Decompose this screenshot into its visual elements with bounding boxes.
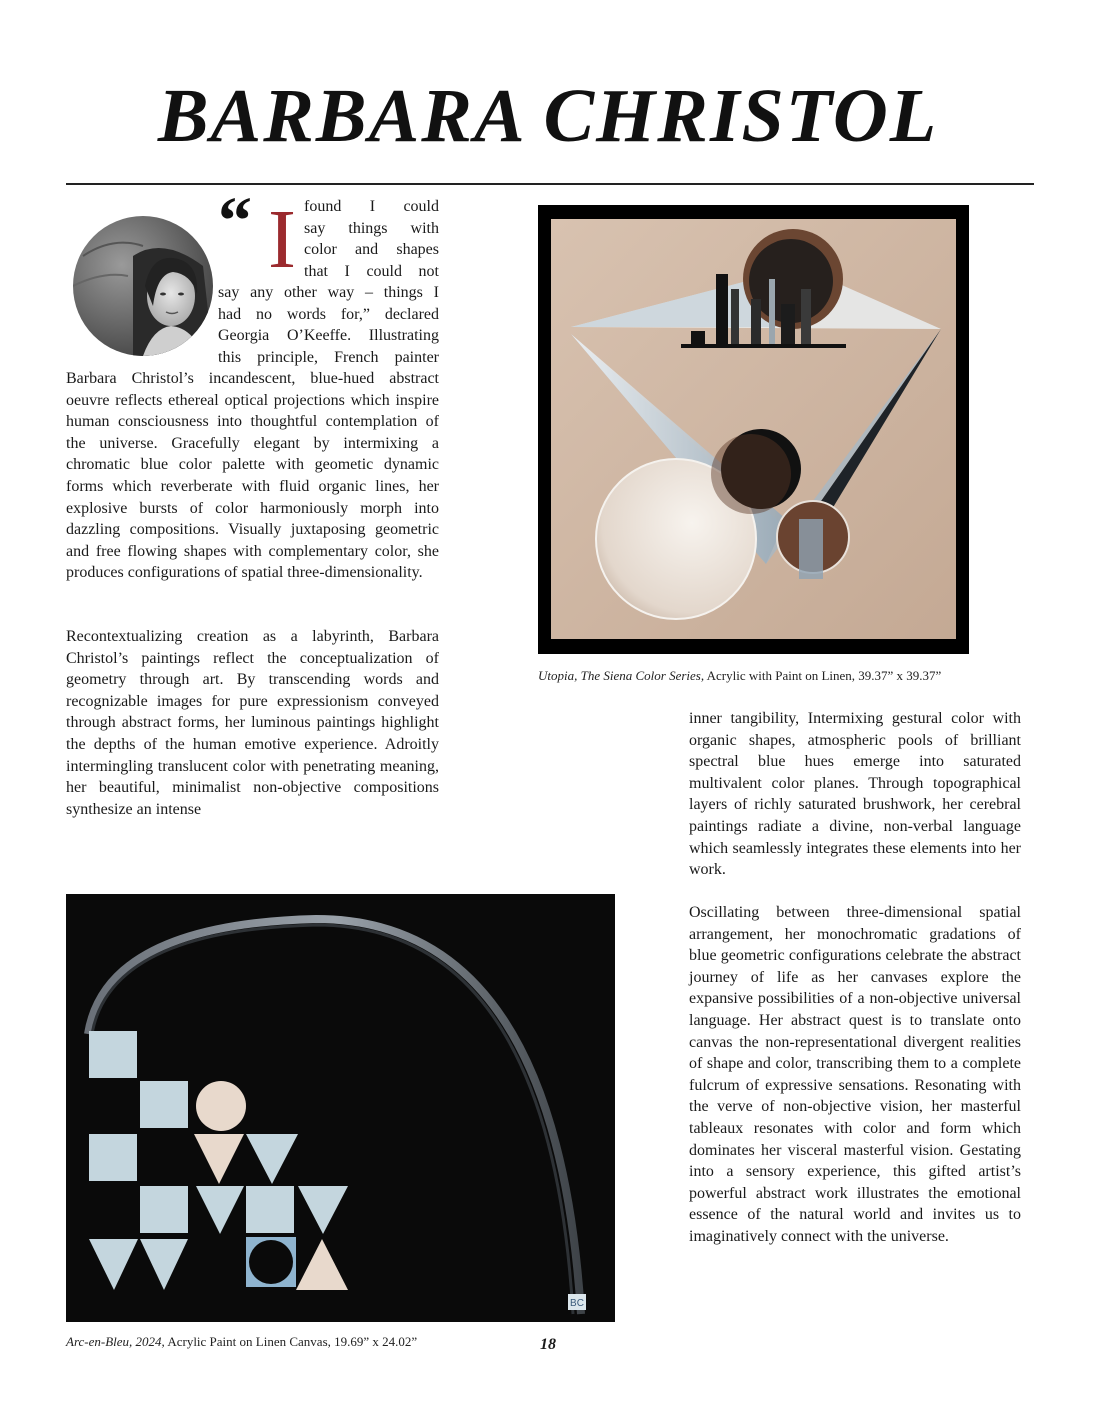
caption-arc-details: Acrylic Paint on Linen Canvas, 19.69” x 24.02” [164, 1334, 418, 1349]
caption-utopia [538, 668, 941, 684]
artist-portrait [73, 216, 213, 356]
page-number: 18 [540, 1336, 556, 1353]
caption-utopia-title: Utopia, The Siena Color Series, [538, 668, 705, 683]
caption-arc-title: Arc-en-Bleu, 2024, [66, 1334, 165, 1349]
body-paragraph-3: inner tangibility, Intermixing gestural color with organic shapes, atmospheric pools of brilliant spectral blue hues emerge into saturated multivalent color planes. Through topographical layers of richly saturated brushwork, her cerebral paintings radiate a divine, non-verbal language which seamlessly integrates these elements into her work. [689, 710, 1021, 879]
quote-mark: “ [218, 182, 252, 258]
opening-quote [218, 182, 439, 366]
quote-line: this principle, French painter [218, 348, 439, 366]
quote-line: color and shapes [304, 241, 439, 258]
title-divider [66, 183, 1034, 185]
quote-line: had no words for,” declared [218, 305, 439, 323]
quote-line: say any other way – things I [218, 284, 439, 301]
drop-cap: I [268, 193, 296, 286]
body-paragraph-4: Oscillating between three-dimensional spatial arrangement, her monochromatic gradations of blue geometric configurations celebrate the abstract journey of life as her canvases explore the expansive possibilities of a non-objective universal language. Her abstract quest is to translate onto canvas the non-representational divergent realities of shape and color, transcribing them to a complete fulcrum of expressive sensations. Resonating with the verve of non-objective vision, her masterful tableaux resonates with color and form which dominates her visceral masterful vision. Gestating into a sensory experience, this gifted artist’s powerful abstract work illustrates the emotional essence of the natural world and invites us to imaginatively connect with the universe. [689, 904, 1021, 1245]
quote-line: Georgia O’Keeffe. Illustrating [218, 327, 439, 344]
quote-line: found I could [304, 198, 439, 215]
artist-signature: BC [570, 1298, 584, 1309]
body-paragraph-1: Barbara Christol’s incandescent, blue-hued abstract oeuvre reflects ethereal optical projections which inspire human consciousness into thoughtful contemplation of the universe. Gracefully elegant by intermixing a chromatic blue color palette with geometic dynamic forms which reverberate with fluid organic lines, her explosive bursts of color harmoniously morph into dazzling compositions. Visually juxtaposing geometric and free flowing shapes with complementary color, she produces configurations of spatial three-dimensionality. [66, 370, 439, 582]
quote-line: that I could not [304, 262, 439, 280]
caption-utopia-details: Acrylic with Paint on Linen, 39.37” x 39.37” [704, 668, 942, 683]
body-paragraph-2: Recontextualizing creation as a labyrinth, Barbara Christol’s paintings reflect the conceptualization of geometry through art. By transcending words and recognizable images for pure expressionism conveyed through abstract forms, her luminous paintings highlight the depths of the human emotive experience. Adroitly intermingling translucent color with penetrating meaning, her beautiful, minimalist non-objective compositions synthesize an intense [66, 628, 439, 818]
artwork-utopia [538, 205, 969, 654]
quote-line: say things with [304, 219, 439, 237]
article-title: BARBARA CHRISTOL [157, 74, 939, 158]
artwork-arc-en-bleu [66, 894, 615, 1322]
